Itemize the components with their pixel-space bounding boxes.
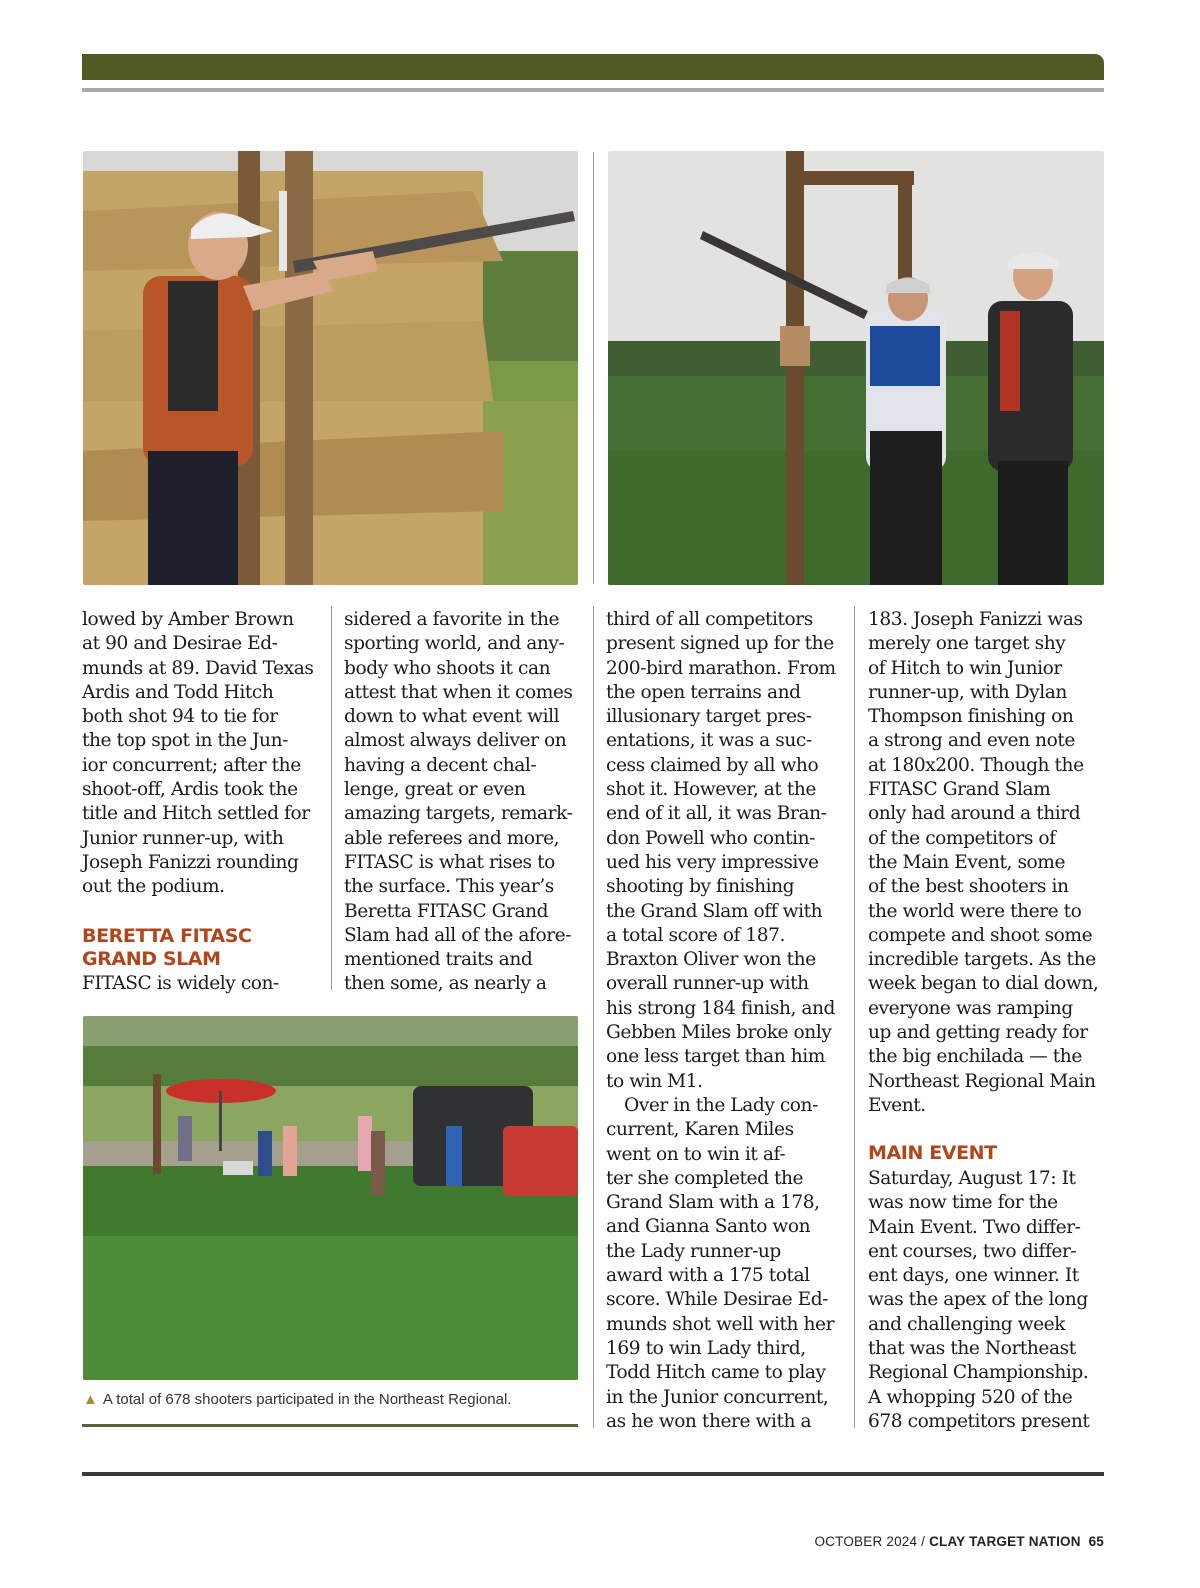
page-footer [815,1534,1105,1549]
article-column-4-paragraph: 183. Joseph Fanizzi was merely one target shy of Hitch to win Junior runner-up, with Dylan Thompson finishing on a strong and even note at 180x200. Though the FITASC Grand Slam only had around a third of the competitors of the Main Event, some of the best shooters in the world were there to compete and shoot some incredible targets. As the week began to dial down, everyone was ramping up and getting ready for the big enchilada — the Northeast Regional Main Event. [868,609,1099,1116]
photo-shooter-hay-bales-image [83,151,578,585]
footer-page-number: 65 [1088,1534,1104,1549]
article-column-1-continued: FITASC is widely con- [82,973,279,994]
photo-shooters-wooden-frame-image [608,151,1104,585]
photo-shooter-hay-bales [83,151,578,585]
column-rule-1 [331,606,332,990]
footer-magazine-name: CLAY TARGET NATION [929,1534,1081,1549]
photo-shooters-field-path-image [83,1016,578,1380]
column-rule-2 [593,606,594,1428]
footer-rule [82,1472,1104,1476]
subhead-beretta-fitasc: BERETTA FITASC GRAND SLAM [82,925,252,970]
header-bar [82,54,1104,80]
photo-shooters-wooden-frame [608,151,1104,585]
header-rule [82,88,1104,92]
article-column-3-paragraph: third of all competitors present signed up for the 200-bird marathon. From the open terrains and illusionary target pres- entations, it was a suc- cess claimed by all who shot it. However, at the end of it all, it was Bran- don Powell who contin- ued his very impressive shooting by finishing the Grand Slam off with a total score of 187. Braxton Oliver won the overall runner-up with his strong 184 finish, and Gebben Miles broke only one less target than him to win M1. [606,609,836,1092]
caption-text: A total of 678 shooters participated in the Northeast Regional. [102,1391,512,1408]
subhead-main-event: MAIN EVENT [868,1142,997,1164]
article-column-4-main-event: Saturday, August 17: It was now time for the Main Event. Two differ- ent courses, two differ- ent days, one winner. It was the apex of the long and challenging week that was the Northeast Regional Championship. A whopping 520 of the 678 competitors present [868,1168,1090,1432]
article-column-2-paragraph: sidered a favorite in the sporting world, and any- body who shoots it can attest that when it comes down to what event will almost always deliver on having a decent chal- lenge, great or even amazing targets, remark- able referees and more, FITASC is what rises to the surface. This year’s Beretta FITASC Grand Slam had all of the afore- mentioned traits and then some, as nearly a [344,609,573,995]
article-column-3-lady-concurrent: Over in the Lady con- current, Karen Miles went on to win it af- ter she completed the Grand Slam with a 178, and Gianna Santo won the Lady runner-up award with a 175 total score. While Desirae Ed- munds shot well with her 169 to win Lady third, Todd Hitch came to play in the Junior concurrent, as he won there with a [606,1095,835,1432]
caption-rule [82,1424,578,1427]
footer-issue-date: OCTOBER 2024 / [814,1534,926,1549]
column-rule-top [593,152,594,584]
photo-shooters-field-path [83,1016,578,1380]
article-column-1-paragraph: lowed by Amber Brown at 90 and Desirae Ed- munds at 89. David Texas Ardis and Todd Hitch both shot 94 to tie for the top spot in the Jun- ior concurrent; after the shoot-off, Ardis took the title and Hitch settled for Junior runner-up, with Joseph Fanizzi rounding out the podium. [82,609,314,898]
column-rule-3 [854,606,855,1428]
caption-triangle-icon: ▲ [83,1391,98,1408]
photo-caption [83,1391,578,1408]
